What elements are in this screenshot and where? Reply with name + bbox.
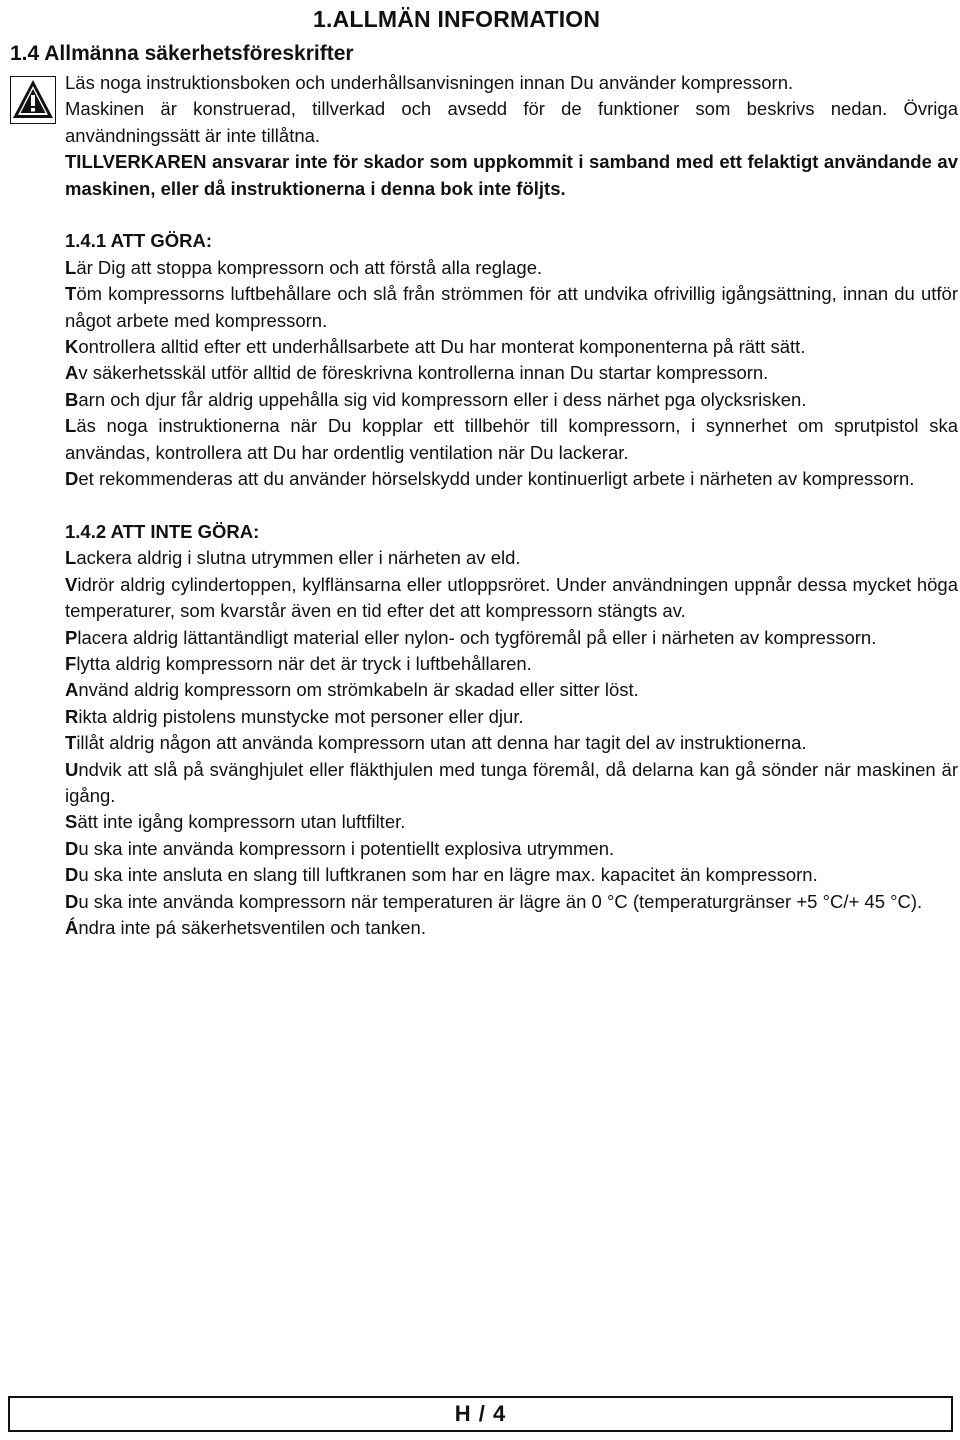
dont-list-item: Undvik att slå på svänghjulet eller fläkthjulen med tunga föremål, då delarna kan gå sönder när maskinen är igång. <box>65 758 958 806</box>
page-footer <box>8 1396 953 1432</box>
intro-paragraph: Maskinen är konstruerad, tillverkad och avsedd för de funktioner som beskrivs nedan. Övriga användningssätt är inte tillåtna. <box>65 98 958 146</box>
dont-list-item: Placera aldrig lättantändligt material eller nylon- och tygföremål på eller i närheten av kompressorn. <box>65 626 877 648</box>
main-content <box>65 70 958 941</box>
dont-section-title: 1.4.2 ATT INTE GÖRA: <box>65 520 260 542</box>
page-number: H / 4 <box>454 1401 507 1426</box>
dont-list-item: Du ska inte använda kompressorn när temperaturen är lägre än 0 °C (temperaturgränser +5 °C/+ 45 °C). <box>65 890 923 912</box>
dont-list-item: Vidrör aldrig cylindertoppen, kylflänsarna eller utloppsröret. Under användningen uppnår dessa mycket höga temperaturer, som kvarstår även en tid efter det att kompressorn stängts av. <box>65 573 958 622</box>
dont-list-item: Tillåt aldrig någon att använda kompressorn utan att denna har tagit del av instruktionerna. <box>65 732 807 754</box>
intro-paragraph: Läs noga instruktionsboken och underhållsanvisningen innan Du använder kompressorn. <box>65 72 794 93</box>
do-list-item: Läs noga instruktionerna när Du kopplar ett tillbehör till kompressorn, i synnerhet om sprutpistol ska användas, kontrollera att Du har ordentlig ventilation när Du lackerar. <box>65 415 958 463</box>
dont-list-item: Rikta aldrig pistolens munstycke mot personer eller djur. <box>65 705 524 727</box>
dont-list-item: Flytta aldrig kompressorn när det är tryck i luftbehållaren. <box>65 652 532 674</box>
manufacturer-disclaimer: TILLVERKAREN ansvarar inte för skador som uppkommit i samband med ett felaktigt användande av maskinen, eller då instruktionerna i denna bok inte följts. <box>65 151 958 199</box>
dont-list-item: Ándra inte pá säkerhetsventilen och tanken. <box>65 916 426 938</box>
dont-list-item: Sätt inte igång kompressorn utan luftfilter. <box>65 811 406 833</box>
dont-list-item: Du ska inte använda kompressorn i potentiellt explosiva utrymmen. <box>65 837 615 859</box>
dont-list-item: Du ska inte ansluta en slang till luftkranen som har en lägre max. kapacitet än kompressorn. <box>65 864 818 886</box>
do-list-item: Det rekommenderas att du använder hörselskydd under kontinuerligt arbete i närheten av kompressorn. <box>65 468 915 490</box>
do-list-item: Kontrollera alltid efter ett underhållsarbete att Du har monterat komponenterna på rätt sätt. <box>65 336 806 358</box>
do-list-item: Lär Dig att stoppa kompressorn och att förstå alla reglage. <box>65 256 543 278</box>
do-list-item: Av säkerhetsskäl utför alltid de föreskrivna kontrollerna innan Du startar kompressorn. <box>65 362 769 384</box>
do-list-item: Töm kompressorns luftbehållare och slå från strömmen för att undvika ofrivillig igångsättning, innan du utför något arbete med kompressorn. <box>65 283 958 331</box>
page-header-title: 1.ALLMÄN INFORMATION <box>313 6 601 32</box>
do-list-item: Barn och djur får aldrig uppehålla sig vid kompressorn eller i dess närhet pga olycksrisken. <box>65 388 807 410</box>
dont-list-item: Använd aldrig kompressorn om strömkabeln är skadad eller sitter löst. <box>65 679 639 701</box>
warning-triangle-icon <box>10 76 56 124</box>
dont-list-item: Lackera aldrig i slutna utrymmen eller i närheten av eld. <box>65 547 521 569</box>
do-section-title: 1.4.1 ATT GÖRA: <box>65 230 212 252</box>
section-title: 1.4 Allmänna säkerhetsföreskrifter <box>10 42 354 65</box>
